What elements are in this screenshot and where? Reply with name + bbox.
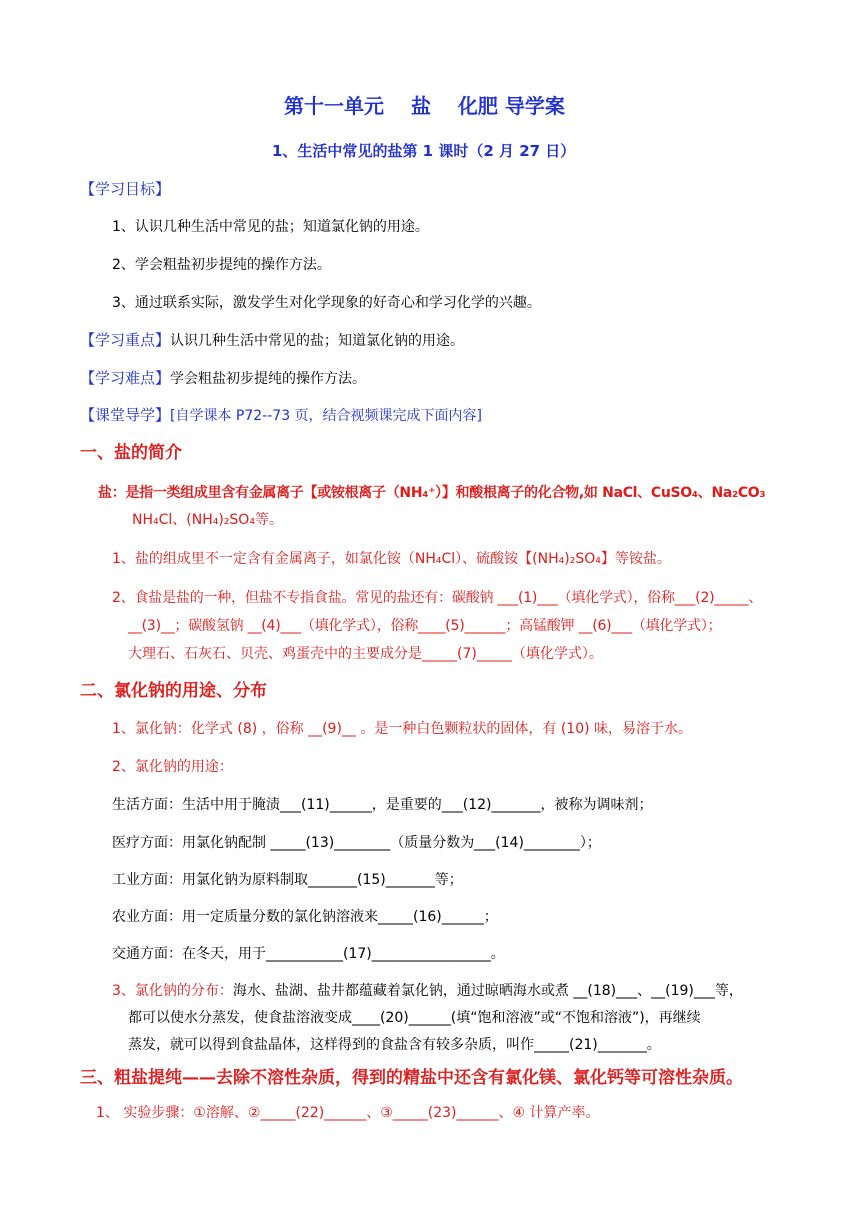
section1-point2-line2: __(3)__；碳酸氢钠 __(4)___（填化学式），俗称____(5)______；高锰酸钾 __(6)___（填化学式）； [128,618,722,634]
distribution-line3: 蒸发，就可以得到食盐晶体，这样得到的食盐含有较多杂质，叫作_____(21)_______。 [128,1037,661,1053]
use-item: 农业方面：用一定质量分数的氯化钠溶液来_____(16)______； [112,909,498,925]
page-subtitle: 1、生活中常见的盐第 1 课时（2 月 27 日） [272,142,576,160]
distribution-label: 3、氯化钠的分布： [112,983,233,999]
section2-point1: 1、氯化钠：化学式 (8) ，俗称 __(9)__ 。是一种白色颗粒状的固体，有 (10) 味，易溶于水。 [112,721,693,737]
section3-heading: 三、粗盐提纯——去除不溶性杂质，得到的精盐中还含有氯化镁、氯化钙等可溶性杂质。 [80,1068,743,1088]
page-title: 第十一单元 盐 化肥 导学案 [284,94,565,118]
distribution-text: 海水、盐湖、盐井都蕴藏着氯化钠，通过晾晒海水或煮 __(18)___、__(19)___等， [232,983,743,999]
focus-row [80,331,464,350]
difficulty-row [80,369,366,388]
salt-definition-line2: NH₄Cl、(NH₄)₂SO₄等。 [132,512,283,528]
guide-label: 【课堂导学】 [80,406,171,424]
focus-text: 认识几种生活中常见的盐；知道氯化钠的用途。 [170,333,465,349]
section3-steps: 1、 实验步骤：①溶解、②_____(22)______、③_____(23)______、④ 计算产率。 [96,1105,600,1121]
salt-definition-line1: 盐：是指一类组成里含有金属离子【或铵根离子（NH₄⁺）】和酸根离子的化合物,如 NaCl、CuSO₄、Na₂CO₃ [98,485,766,501]
difficulty-label: 【学习难点】 [80,369,171,387]
section2-point2: 2、氯化钠的用途： [112,759,233,775]
section1-point1: 1、盐的组成里不一定含有金属离子，如氯化铵（NH₄Cl）、硫酸铵【(NH₄)₂SO₄】等铵盐。 [112,551,671,567]
guide-text: [自学课本 P72--73 页，结合视频课完成下面内容] [170,408,483,424]
goal-item: 1、认识几种生活中常见的盐；知道氯化钠的用途。 [112,219,429,235]
section1-point2-line1: 2、食盐是盐的一种，但盐不专指食盐。常见的盐还有：碳酸钠 ___(1)___（填化学式），俗称___(2)_____、 [112,590,763,606]
guide-row [80,406,482,425]
use-item: 工业方面：用氯化钠为原料制取_______(15)_______等； [112,872,463,888]
distribution-line2: 都可以使水分蒸发，使食盐溶液变成____(20)______(填“饱和溶液”或“不饱和溶液”)，再继续 [128,1010,701,1026]
goals-header: 【学习目标】 [80,180,171,198]
section1-heading: 一、盐的简介 [80,443,182,463]
section1-point2-line3: 大理石、石灰石、贝壳、鸡蛋壳中的主要成分是_____(7)_____（填化学式）。 [128,646,603,662]
section2-heading: 二、氯化钠的用途、分布 [80,681,267,701]
focus-label: 【学习重点】 [80,331,171,349]
goal-item: 3、通过联系实际，激发学生对化学现象的好奇心和学习化学的兴趣。 [112,295,541,311]
difficulty-text: 学会粗盐初步提纯的操作方法。 [170,371,367,387]
goal-item: 2、学会粗盐初步提纯的操作方法。 [112,257,331,273]
use-item: 交通方面：在冬天，用于___________(17)_________________。 [112,946,505,962]
distribution-line1 [112,983,743,1000]
use-item: 医疗方面：用氯化钠配制 _____(13)________（质量分数为___(14)________）； [112,835,601,851]
use-item: 生活方面：生活中用于腌渍___(11)______，是重要的___(12)_______，被称为调味剂； [112,797,653,813]
